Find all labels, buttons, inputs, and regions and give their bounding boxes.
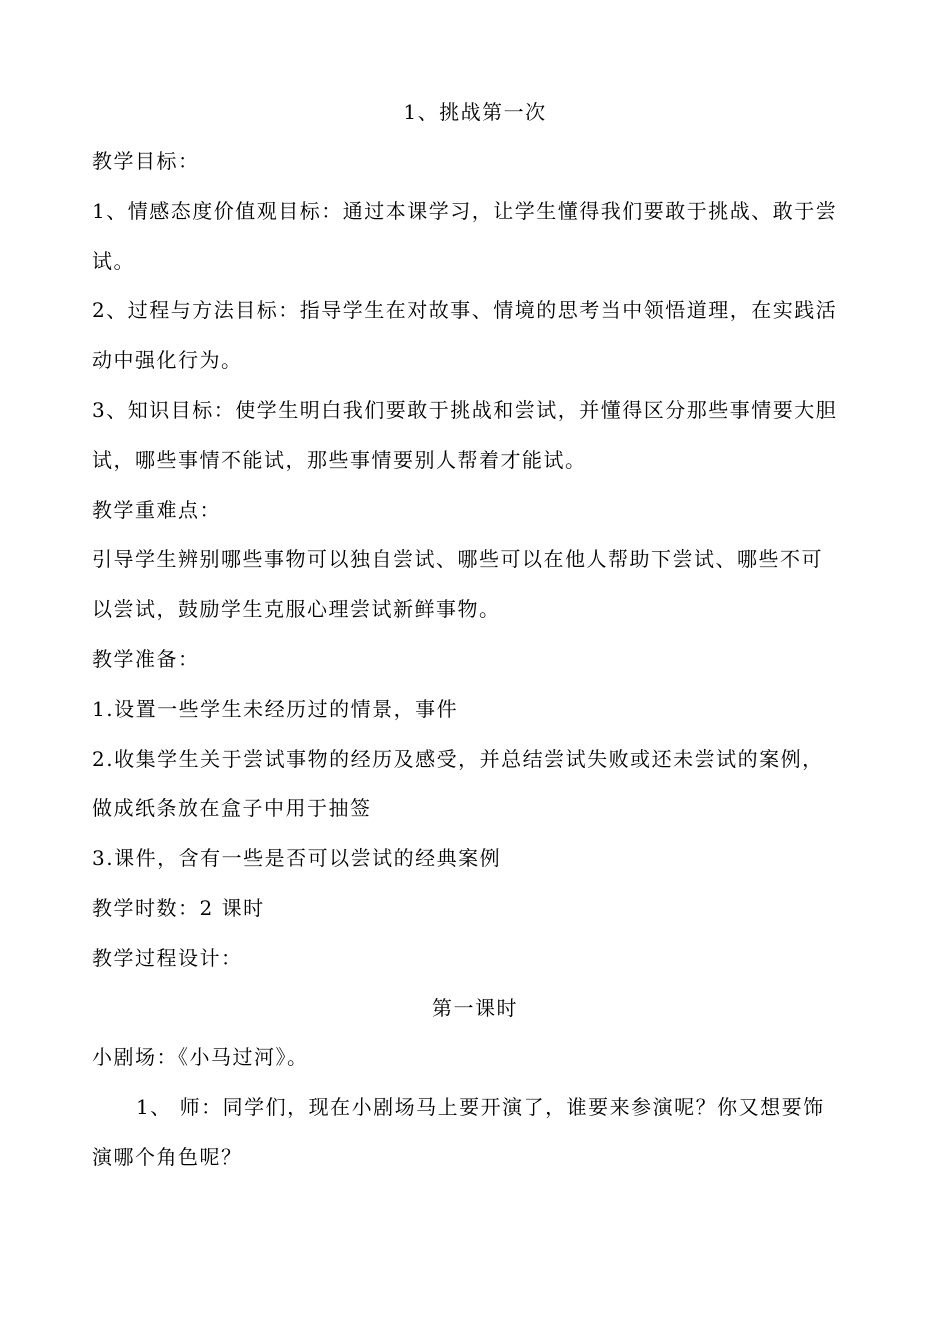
objective-2-line-2: 动中强化行为。 — [92, 348, 243, 372]
step-1-line-2: 演哪个角色呢？ — [92, 1145, 243, 1169]
process-heading: 教学过程设计： — [92, 946, 243, 970]
step-1-line-1: 1、 师：同学们，现在小剧场马上要开演了，谁要来参演呢？你又想要饰 — [136, 1095, 825, 1119]
session-title: 第一课时 — [432, 996, 518, 1020]
document-title: 1、挑战第一次 — [403, 100, 547, 124]
prep-item-2-line-1: 2.收集学生关于尝试事物的经历及感受，并总结尝试失败或还未尝试的案例， — [92, 747, 824, 771]
teaching-hours: 教学时数：2 课时 — [92, 896, 265, 920]
objective-3-line-2: 试，哪些事情不能试，那些事情要别人帮着才能试。 — [92, 448, 587, 472]
objective-3-line-1: 3、知识目标：使学生明白我们要敢于挑战和尝试，并懂得区分那些事情要大胆 — [92, 398, 838, 422]
objective-1-line-1: 1、情感态度价值观目标：通过本课学习，让学生懂得我们要敢于挑战、敢于尝 — [92, 199, 838, 223]
objective-1-line-2: 试。 — [92, 249, 135, 273]
prep-item-1: 1.设置一些学生未经历过的情景，事件 — [92, 697, 459, 721]
prep-item-2-line-2: 做成纸条放在盒子中用于抽签 — [92, 796, 372, 820]
prep-heading: 教学准备： — [92, 647, 200, 671]
keypoints-line-2: 以尝试，鼓励学生克服心理尝试新鲜事物。 — [92, 597, 501, 621]
objective-2-line-1: 2、过程与方法目标：指导学生在对故事、情境的思考当中领悟道理，在实践活 — [92, 298, 838, 322]
prep-item-3: 3.课件，含有一些是否可以尝试的经典案例 — [92, 846, 502, 870]
objectives-heading: 教学目标： — [92, 149, 200, 173]
keypoints-line-1: 引导学生辨别哪些事物可以独自尝试、哪些可以在他人帮助下尝试、哪些不可 — [92, 547, 823, 571]
keypoints-heading: 教学重难点： — [92, 498, 221, 522]
theater-title: 小剧场：《小马过河》。 — [92, 1045, 309, 1069]
